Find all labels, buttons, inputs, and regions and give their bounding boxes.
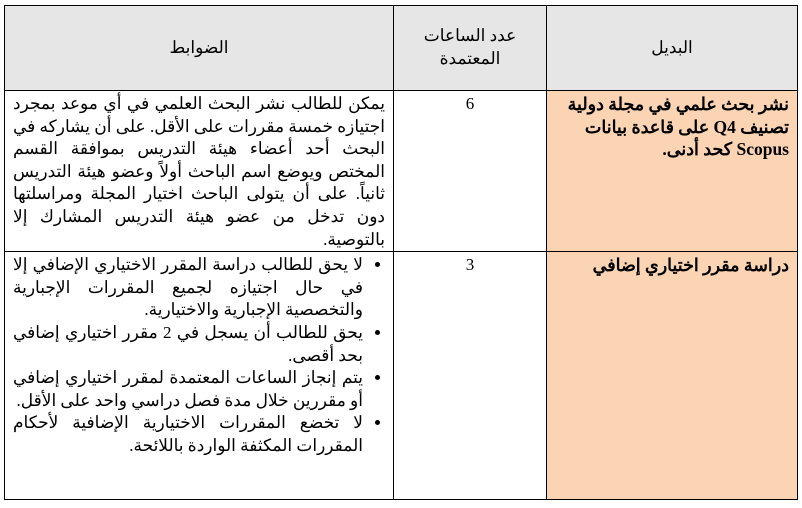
- credit-hours-cell: 6: [394, 91, 547, 252]
- header-alternative: البديل: [547, 6, 798, 91]
- header-rules: الضوابط: [5, 6, 394, 91]
- table-row: [5, 252, 798, 500]
- list-item: • لا يحق للطالب دراسة المقرر الاختياري الإضافي إلا في حال اجتيازه لجميع المقررات الإجبارية والتخصصية الإجبارية والاختيارية.: [13, 254, 363, 322]
- list-item: • يحق للطالب أن يسجل في 2 مقرر اختياري إضافي بحد أقصى.: [13, 322, 363, 367]
- rules-cell: يمكن للطالب نشر البحث العلمي في أي موعد بمجرد اجتيازه خمسة مقررات على الأقل. على أن يشاركه في البحث أحد أعضاء هيئة التدريس بموافقة القسم المختص ويوضع اسم الباحث أولاً وعضو هيئة التدريس ثانياً. على أن يتولى الباحث اختيار المجلة ومراسلتها دون تدخل من عضو هيئة التدريس المشارك إلا بالتوصية.: [5, 91, 394, 252]
- table-header-row: [5, 6, 798, 91]
- list-item: • يتم إنجاز الساعات المعتمدة لمقرر اختياري إضافي أو مقررين خلال مدة فصل دراسي واحد على الأقل.: [13, 367, 363, 412]
- alternatives-table: [4, 5, 798, 500]
- header-credit-hours: عدد الساعات المعتمدة: [394, 6, 547, 91]
- list-item: • لا تخضع المقررات الاختيارية الإضافية لأحكام المقررات المكثفة الواردة باللائحة.: [13, 412, 363, 457]
- alternative-cell: دراسة مقرر اختياري إضافي: [547, 252, 798, 500]
- credit-hours-cell: 3: [394, 252, 547, 500]
- rules-list: [13, 254, 385, 457]
- rules-cell: [5, 252, 394, 500]
- alternative-cell: نشر بحث علمي في مجلة دولية تصنيف Q4 على قاعدة بيانات Scopus كحد أدنى.: [547, 91, 798, 252]
- table-row: [5, 91, 798, 252]
